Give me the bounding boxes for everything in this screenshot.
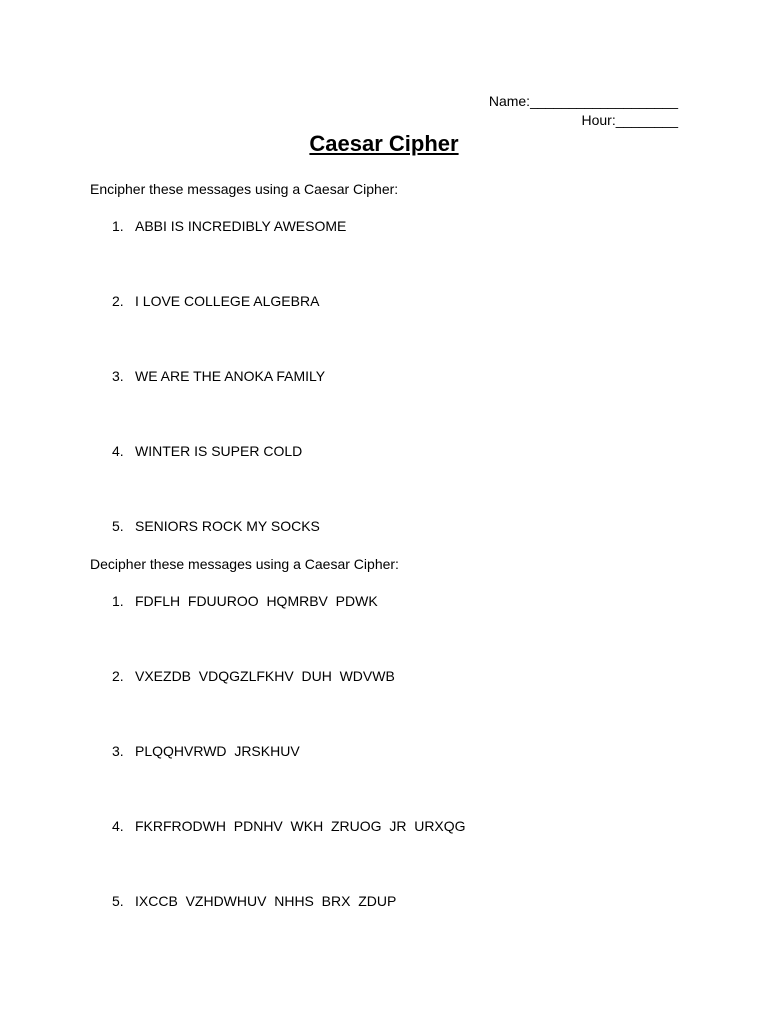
decipher-item-5 [112, 893, 396, 909]
name-field: Name:___________________ [488, 93, 678, 109]
encipher-item-2 [112, 293, 319, 309]
decipher-instruction: Decipher these messages using a Caesar Cipher: [90, 556, 399, 572]
item-text: WINTER IS SUPER COLD [135, 443, 303, 459]
item-text: I LOVE COLLEGE ALGEBRA [135, 293, 320, 309]
encipher-item-3 [112, 368, 325, 384]
encipher-instruction: Encipher these messages using a Caesar Cipher: [90, 181, 399, 197]
encipher-item-5 [112, 518, 320, 534]
item-text: ABBI IS INCREDIBLY AWESOME [135, 218, 347, 234]
page-title: Caesar Cipher [309, 131, 459, 156]
item-number: 1. [112, 593, 124, 609]
item-number: 3. [112, 743, 124, 759]
decipher-item-2 [112, 668, 395, 684]
hour-field: Hour:________ [581, 112, 678, 128]
item-text: FKRFRODWH PDNHV WKH ZRUOG JR URXQG [135, 818, 466, 834]
item-number: 4. [112, 818, 124, 834]
item-text: SENIORS ROCK MY SOCKS [135, 518, 320, 534]
decipher-item-3 [112, 743, 300, 759]
item-text: WE ARE THE ANOKA FAMILY [135, 368, 326, 384]
item-number: 1. [112, 218, 124, 234]
item-number: 5. [112, 518, 124, 534]
item-text: VXEZDB VDQGZLFKHV DUH WDVWB [135, 668, 395, 684]
decipher-item-4 [112, 818, 466, 834]
item-number: 4. [112, 443, 124, 459]
item-number: 3. [112, 368, 124, 384]
item-text: IXCCB VZHDWHUV NHHS BRX ZDUP [135, 893, 397, 909]
item-text: PLQQHVRWD JRSKHUV [135, 743, 300, 759]
decipher-item-1 [112, 593, 378, 609]
encipher-item-4 [112, 443, 302, 459]
encipher-item-1 [112, 218, 346, 234]
item-number: 2. [112, 293, 124, 309]
item-number: 2. [112, 668, 124, 684]
item-number: 5. [112, 893, 124, 909]
item-text: FDFLH FDUUROO HQMRBV PDWK [135, 593, 378, 609]
